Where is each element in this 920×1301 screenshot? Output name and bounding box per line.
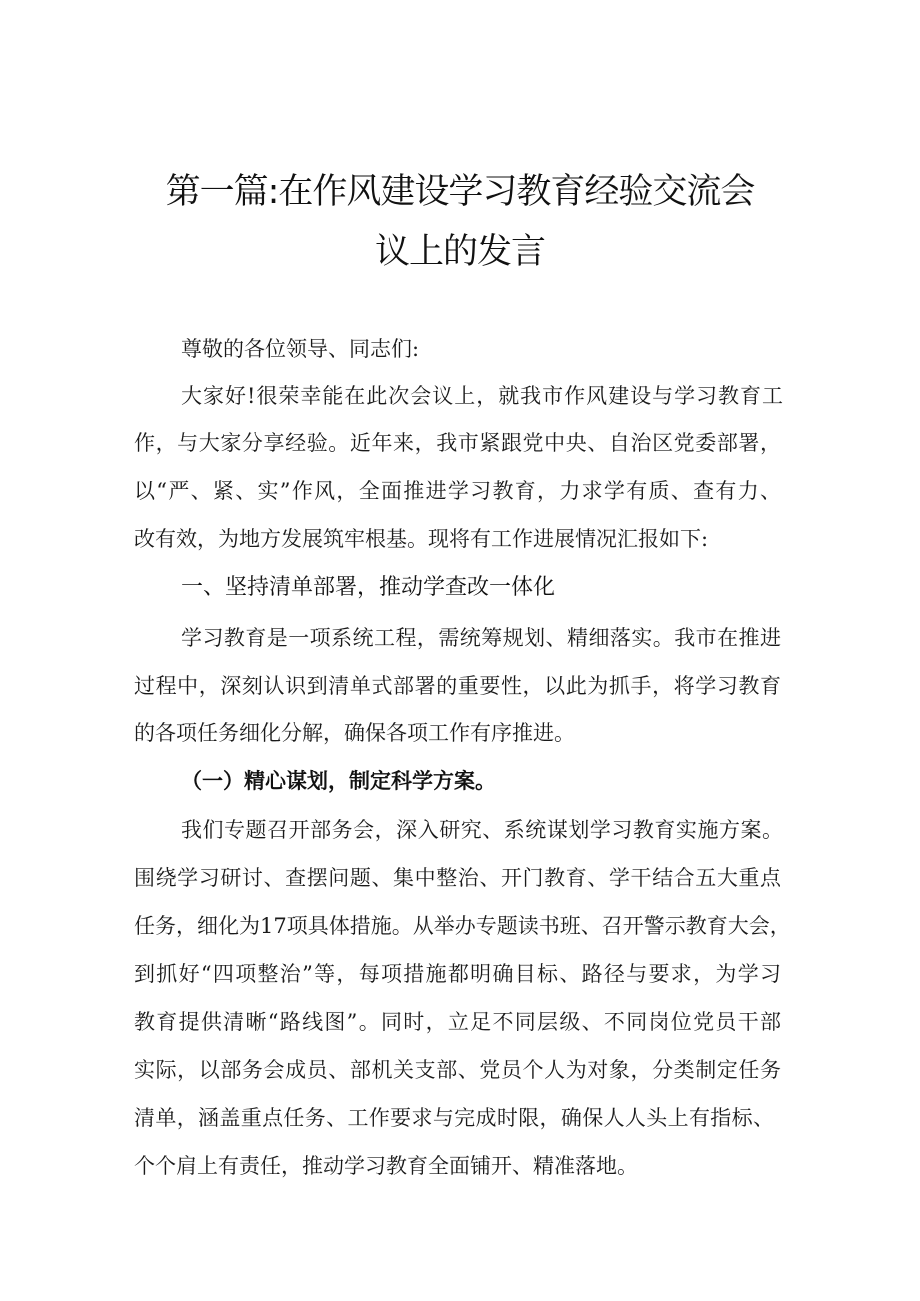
intro-line-4: 改有效，为地方发展筑牢根基。现将有工作进展情况汇报如下: <box>134 527 709 551</box>
subsection-1-line-6: 实际，以部务会成员、部机关支部、党员个人为对象，分类制定任务 <box>134 1058 781 1082</box>
intro-line-1: 大家好!很荣幸能在此次会议上，就我市作风建设与学习教育工 <box>181 384 783 408</box>
subsection-1-line-1: 我们专题召开部务会，深入研究、系统谋划学习教育实施方案。 <box>181 818 783 842</box>
document-title-line-1: 第一篇:在作风建设学习教育经验交流会 <box>165 172 755 212</box>
section-1-heading: 一、坚持清单部署，推动学查改一体化 <box>181 575 556 600</box>
section-1-line-2: 过程中，深刻认识到清单式部署的重要性，以此为抓手，将学习教育 <box>134 674 781 698</box>
subsection-1-line-3: 任务，细化为17项具体措施。从举办专题读书班、召开警示教育大会， <box>134 914 791 938</box>
subsection-1-line-2: 围绕学习研讨、查摆问题、集中整治、开门教育、学干结合五大重点 <box>134 866 781 890</box>
section-1-line-3: 的各项任务细化分解，确保各项工作有序推进。 <box>134 721 575 745</box>
salutation: 尊敬的各位领导、同志们: <box>181 337 420 361</box>
document-title-line-2: 议上的发言 <box>374 232 545 272</box>
subsection-1-line-5: 教育提供清晰“路线图”。同时，立足不同层级、不同岗位党员干部 <box>134 1010 781 1034</box>
subsection-1-line-7: 清单，涵盖重点任务、工作要求与完成时限，确保人人头上有指标、 <box>134 1106 774 1130</box>
subsection-1-heading: （一）精心谋划，制定科学方案。 <box>181 768 496 793</box>
section-1-line-1: 学习教育是一项系统工程，需统筹规划、精细落实。我市在推进 <box>181 626 781 650</box>
subsection-1-line-4: 到抓好“四项整治”等，每项措施都明确目标、路径与要求，为学习 <box>134 962 781 986</box>
intro-line-3: 以“严、紧、实”作风，全面推进学习教育，力求学有质、查有力、 <box>134 479 781 503</box>
intro-line-2: 作，与大家分享经验。近年来，我市紧跟党中央、自治区党委部署， <box>134 431 781 455</box>
subsection-1-line-8: 个个肩上有责任，推动学习教育全面铺开、精准落地。 <box>134 1154 638 1178</box>
